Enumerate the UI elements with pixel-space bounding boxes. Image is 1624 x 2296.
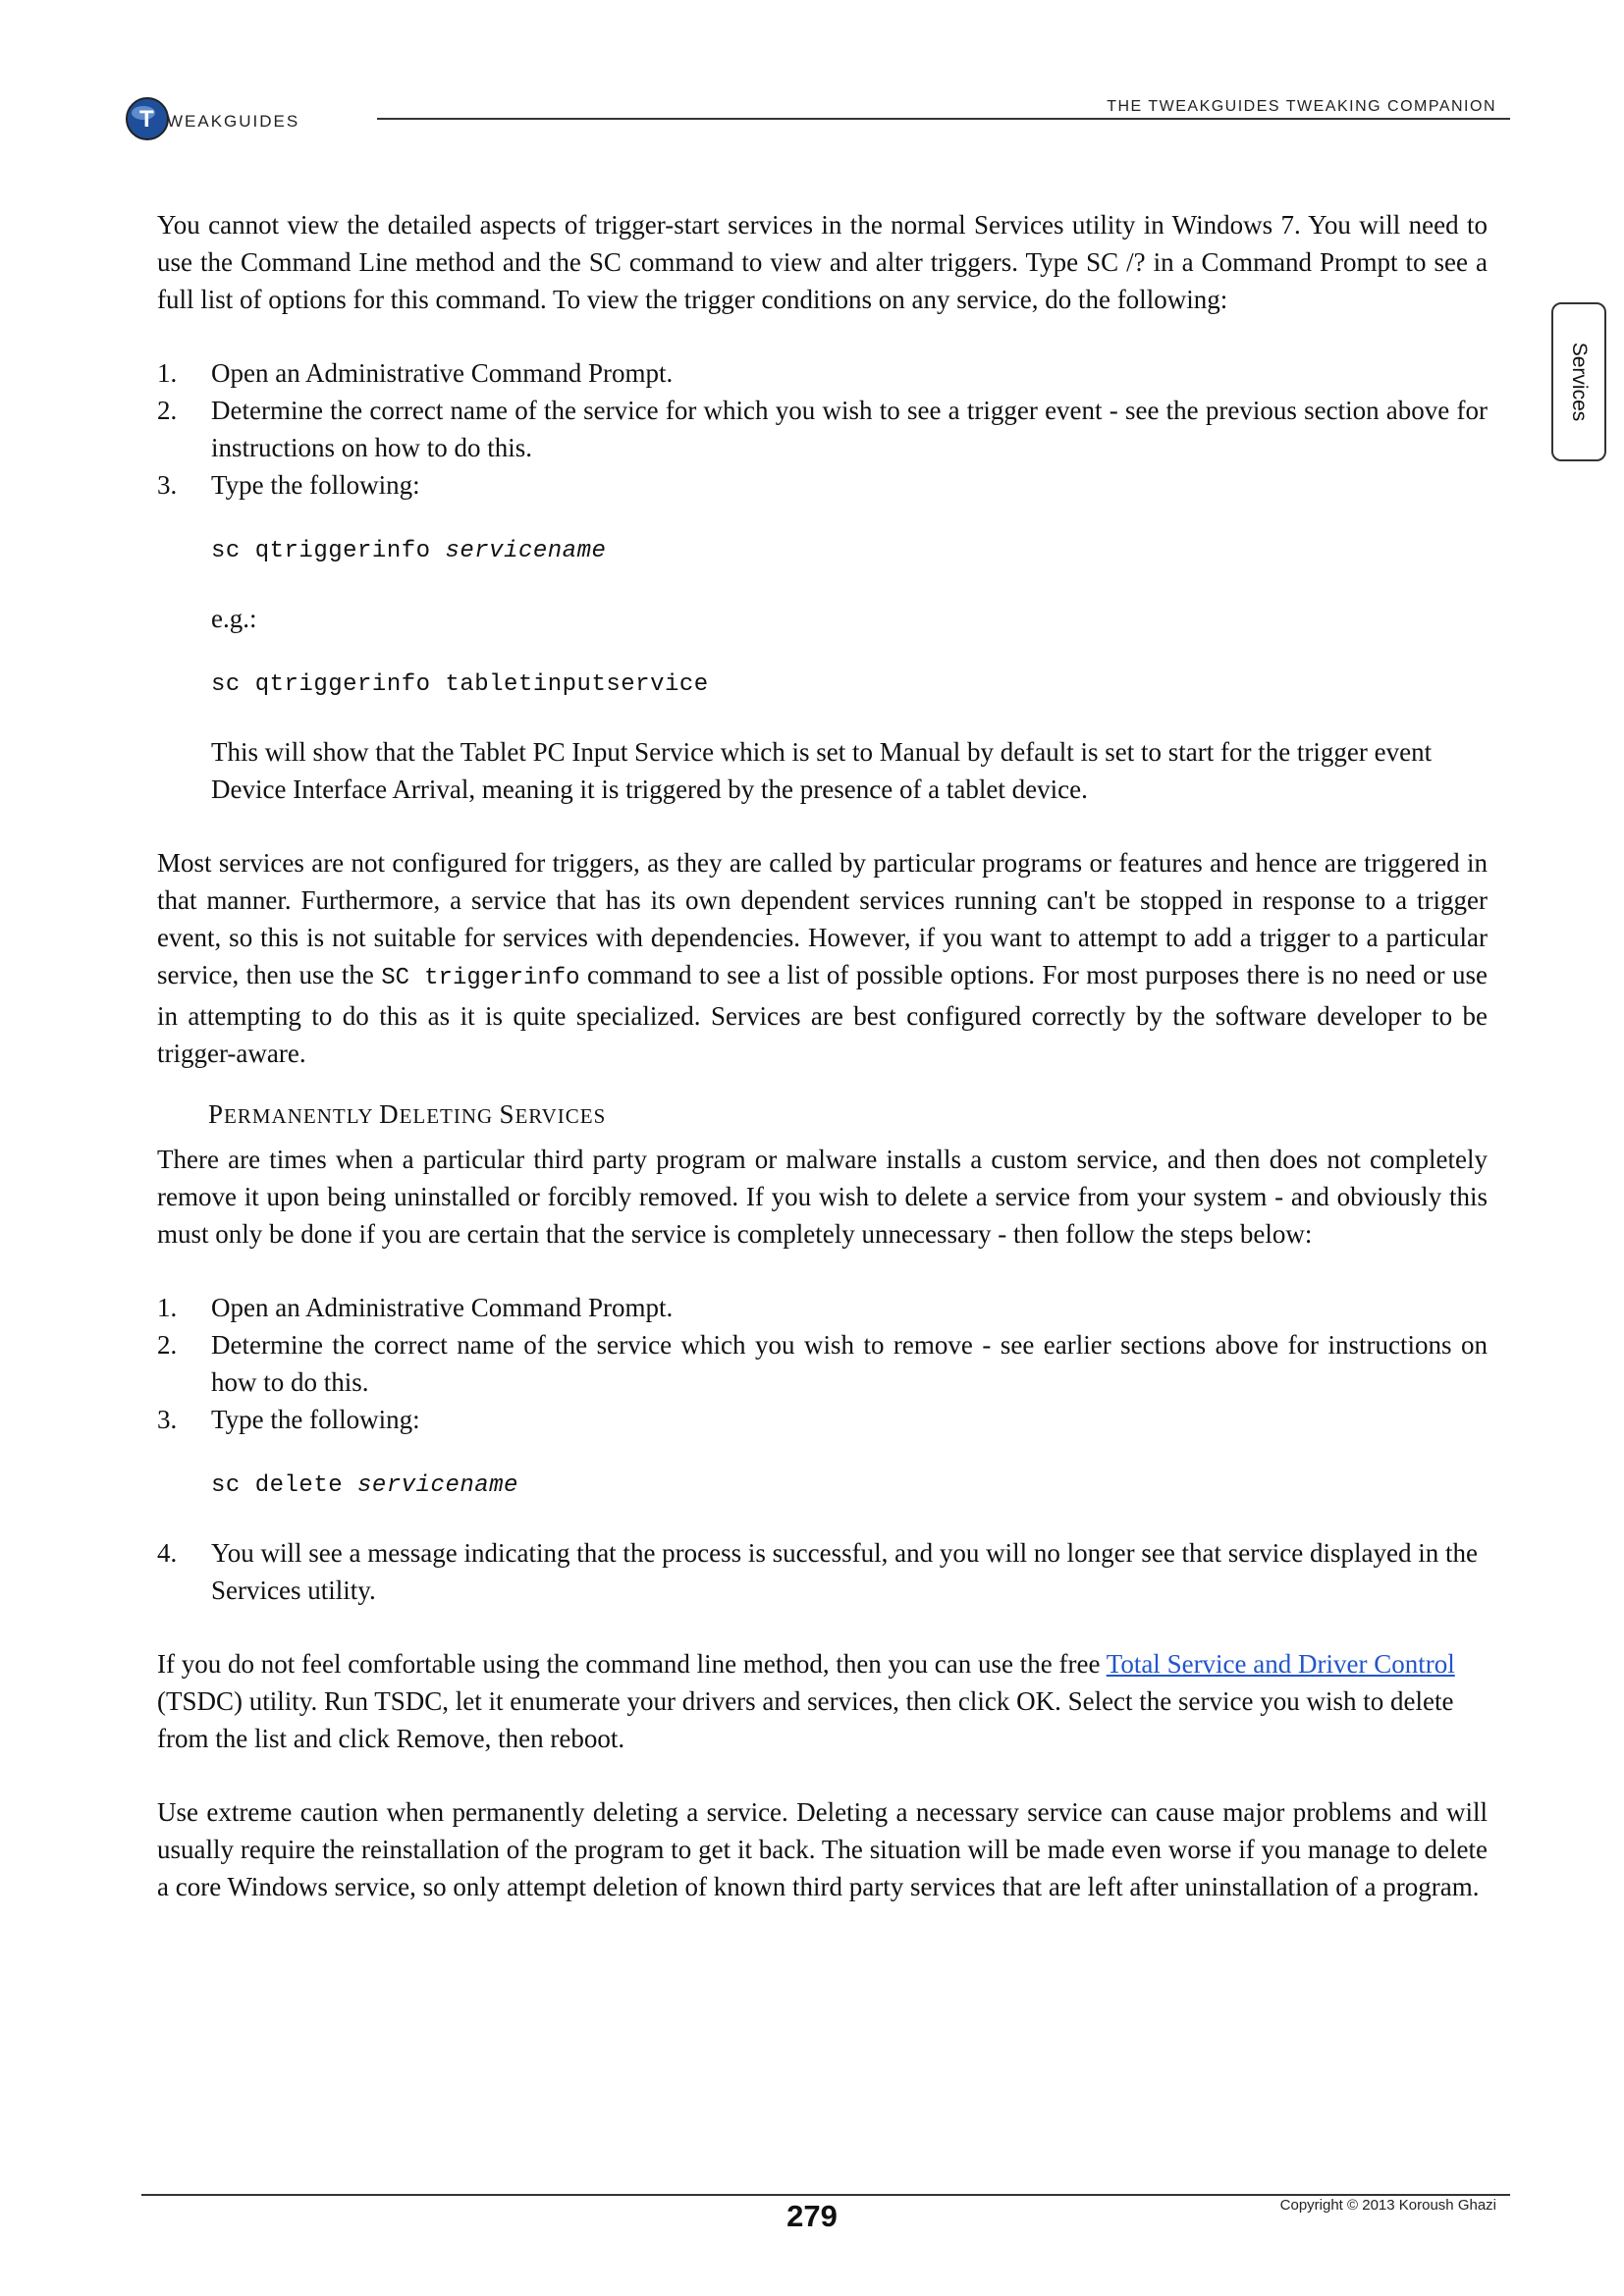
list-item <box>157 1534 1488 1609</box>
list-item <box>157 1326 1488 1401</box>
section-heading: PERMANENTLY DELETING SERVICES <box>208 1099 607 1129</box>
code-example: sc qtriggerinfo tabletinputservice <box>211 671 709 698</box>
list-number: 3. <box>157 1405 178 1434</box>
list-number: 2. <box>157 396 178 425</box>
list-number: 2. <box>157 1330 178 1360</box>
list-item <box>157 466 1488 504</box>
page-content <box>157 206 1488 1905</box>
list-number: 1. <box>157 358 178 388</box>
list-number: 4. <box>157 1538 178 1568</box>
header-rule <box>377 118 1510 120</box>
section-tab-label: Services <box>1568 342 1591 422</box>
list-number: 1. <box>157 1293 178 1322</box>
list-text: Type the following: <box>211 1405 420 1434</box>
copyright-notice: Copyright © 2013 Koroush Ghazi <box>1279 2197 1496 2214</box>
inline-code: SC triggerinfo <box>381 965 580 991</box>
section-tab-services <box>1551 302 1606 461</box>
list-item <box>157 354 1488 392</box>
list-item <box>157 1401 1488 1438</box>
list-text: Type the following: <box>211 470 420 500</box>
example-note: This will show that the Tablet PC Input Service which is set to Manual by default is set to start for the trigger event Device Interface Arrival, meaning it is triggered by the presence of a tablet device. <box>211 737 1433 804</box>
list-text: You will see a message indicating that the process is successful, and you will no longer see that service displayed in the Services utility. <box>211 1538 1478 1605</box>
code-command: sc delete <box>211 1472 344 1499</box>
tsdc-paragraph <box>157 1645 1488 1757</box>
list-number: 3. <box>157 470 178 500</box>
code-parameter: servicename <box>445 538 607 564</box>
tweakguides-logo <box>124 94 359 143</box>
steps-list-triggers <box>157 354 1488 504</box>
list-item <box>157 392 1488 466</box>
footer-rule <box>141 2194 1510 2196</box>
intro-paragraph: You cannot view the detailed aspects of trigger-start services in the normal Services utility in Windows 7. You will need to use the Command Line method and the SC command to view and alter triggers. Type SC /? in a Command Prompt to see a full list of options for this command. To view the trigger conditions on any service, do the following: <box>157 210 1488 314</box>
list-text: Determine the correct name of the service for which you wish to see a trigger event - see the previous section above for instructions on how to do this. <box>211 396 1488 462</box>
list-text: Determine the correct name of the service which you wish to remove - see earlier sections above for instructions on how to do this. <box>211 1330 1488 1397</box>
code-parameter: servicename <box>357 1472 518 1499</box>
list-item <box>157 1289 1488 1326</box>
tsdc-link[interactable]: Total Service and Driver Control <box>1106 1649 1455 1679</box>
page-number: 279 <box>786 2199 838 2233</box>
text-segment: (TSDC) utility. Run TSDC, let it enumerate your drivers and services, then click OK. Select the service you wish to delete from the list and click Remove, then reboot. <box>157 1686 1454 1753</box>
svg-text:WEAKGUIDES: WEAKGUIDES <box>167 112 300 131</box>
list-text: Open an Administrative Command Prompt. <box>211 1293 674 1322</box>
caution-paragraph: Use extreme caution when permanently deleting a service. Deleting a necessary service can cause major problems and will usually require the reinstallation of the program to get it back. The situation will be made even worse if you manage to delete a core Windows service, so only attempt deletion of known third party services that are left after uninstallation of a program. <box>157 1797 1488 1901</box>
deleting-intro-paragraph: There are times when a particular third party program or malware installs a custom service, and then does not completely remove it upon being uninstalled or forcibly removed. If you wish to delete a service from your system - and obviously this must only be done if you are certain that the service is completely unnecessary - then follow the steps below: <box>157 1145 1488 1249</box>
steps-list-delete <box>157 1289 1488 1438</box>
text-segment: Most services are not configured for triggers, as they are called by particular programs or features and hence are triggered in that manner. Furthermore, a service that has its own dependent services running can't be stopped in response to a trigger event, so this is not suitable for services with dependencies. However, if you want to attempt to add a trigger to a particular service, then use the <box>157 848 1488 989</box>
text-segment: command to see a list of possible options. For most purposes there is no need or use in attempting to do this as it is quite specialized. Services are best configured correctly by the software developer to be trigger-aware. <box>157 960 1489 1068</box>
triggers-paragraph <box>157 844 1488 1072</box>
code-qtriggerinfo <box>211 533 1488 570</box>
header-title: THE TWEAKGUIDES TWEAKING COMPANION <box>1107 98 1496 115</box>
example-label: e.g.: <box>211 604 257 633</box>
svg-text:T: T <box>139 106 154 133</box>
code-delete <box>211 1468 1488 1505</box>
list-text: Open an Administrative Command Prompt. <box>211 358 674 388</box>
code-command: sc qtriggerinfo <box>211 538 431 564</box>
text-segment: If you do not feel comfortable using the command line method, then you can use the free <box>157 1649 1101 1679</box>
